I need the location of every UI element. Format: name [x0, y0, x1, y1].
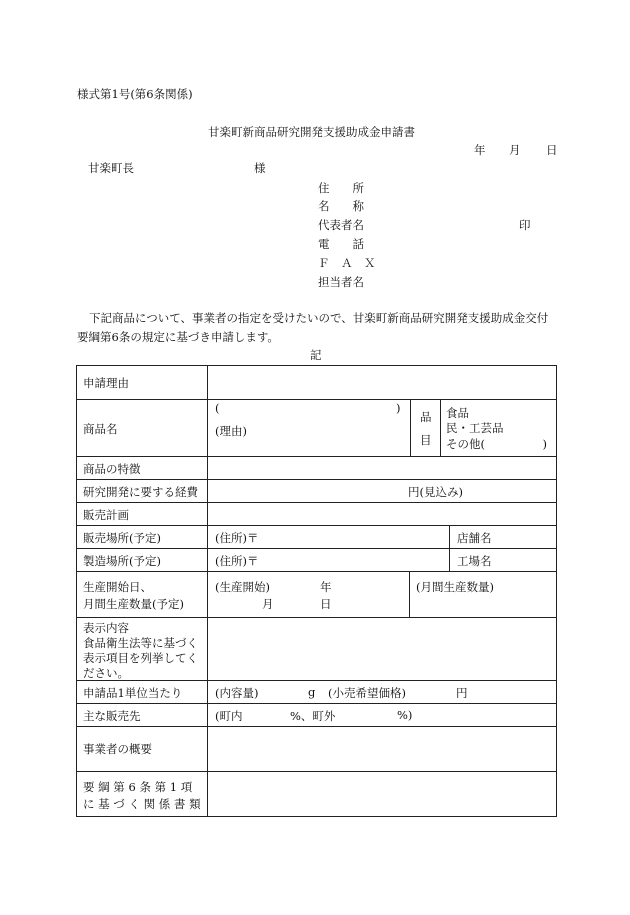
retail-price-label: (小売希望価格) [328, 686, 406, 700]
seal-mark: 印 [519, 218, 531, 232]
label-sales-place: 販売場所(予定) [83, 531, 161, 545]
label-dev-cost: 研究開発に要する経費 [83, 485, 198, 499]
prod-start-paren: (生産開始) [215, 580, 270, 594]
dev-cost-unit: 円(見込み) [408, 485, 463, 499]
label-per-unit: 申請品1単位当たり [83, 686, 183, 700]
label-main-sales: 主な販売先 [83, 709, 141, 723]
label-product-name: 商品名 [83, 422, 118, 436]
addressee: 甘楽町長 [88, 161, 134, 175]
product-reason-paren: (理由) [215, 424, 247, 438]
product-paren-close: ) [396, 401, 401, 415]
ki-mark: 記 [310, 348, 322, 362]
hinmoku-char-1: 品 [420, 410, 432, 424]
prod-start-month: 月 [262, 597, 274, 611]
category-food: 食品 [446, 406, 469, 420]
content-amount-label: (内容量) [215, 686, 259, 700]
form-number: 様式第1号(第6条関係) [77, 87, 193, 101]
label-reason: 申請理由 [83, 376, 129, 390]
applicant-name-label: 名 称 [318, 199, 364, 213]
prod-start-year: 年 [320, 580, 332, 594]
hinmoku-char-2: 目 [420, 433, 432, 447]
label-prod-start-1: 生産開始日、 [83, 580, 152, 594]
prod-start-day: 日 [320, 597, 332, 611]
monthly-qty-label: (月間生産数量) [416, 580, 494, 594]
applicant-rep-label: 代表者名 [318, 218, 364, 232]
town-in-label: (町内 [215, 709, 243, 723]
label-display-1: 表示内容 [83, 621, 129, 635]
date-year: 年 [474, 143, 486, 157]
category-other: その他( ) [446, 437, 547, 451]
applicant-contact-label: 担当者名 [318, 275, 364, 289]
label-mfg-place: 製造場所(予定) [83, 554, 161, 568]
product-paren-open: ( [215, 401, 220, 415]
store-name-label: 店舗名 [457, 531, 492, 545]
applicant-address-label: 住 所 [318, 181, 364, 195]
addressee-suffix: 様 [254, 161, 266, 175]
label-display-3: 表示項目を列挙してく [83, 651, 198, 665]
label-display-2: 食品衛生法等に基づく [83, 636, 198, 650]
label-docs-2: に 基 づ く 関 係 書 類 [83, 797, 201, 811]
label-business-overview: 事業者の概要 [83, 742, 152, 756]
label-sales-plan: 販売計画 [83, 508, 129, 522]
body-line-2: 要綱第6条の規定に基づき申請します。 [77, 330, 279, 344]
sales-address-prefix: (住所)〒 [215, 531, 259, 545]
date-month: 月 [509, 143, 521, 157]
applicant-phone-label: 電 話 [318, 237, 364, 251]
pct-close: %) [397, 708, 413, 722]
factory-name-label: 工場名 [457, 554, 492, 568]
label-features: 商品の特徴 [83, 462, 141, 476]
mfg-address-prefix: (住所)〒 [215, 554, 259, 568]
document-title: 甘楽町新商品研究開発支援助成金申請書 [208, 125, 415, 139]
gram-unit: g [308, 685, 316, 699]
applicant-fax-label: Ｆ Ａ Ｘ [318, 256, 376, 270]
category-craft: 民・工芸品 [446, 421, 504, 435]
body-line-1: 下記商品について、事業者の指定を受けたいので、甘楽町新商品研究開発支援助成金交付 [89, 311, 549, 325]
label-display-4: ださい。 [83, 666, 129, 680]
town-out-label: %、町外 [290, 709, 336, 723]
label-docs-1: 要 綱 第 6 条 第 1 項 [83, 780, 193, 794]
yen-unit: 円 [456, 686, 468, 700]
date-day: 日 [546, 143, 558, 157]
label-prod-start-2: 月間生産数量(予定) [83, 597, 184, 611]
